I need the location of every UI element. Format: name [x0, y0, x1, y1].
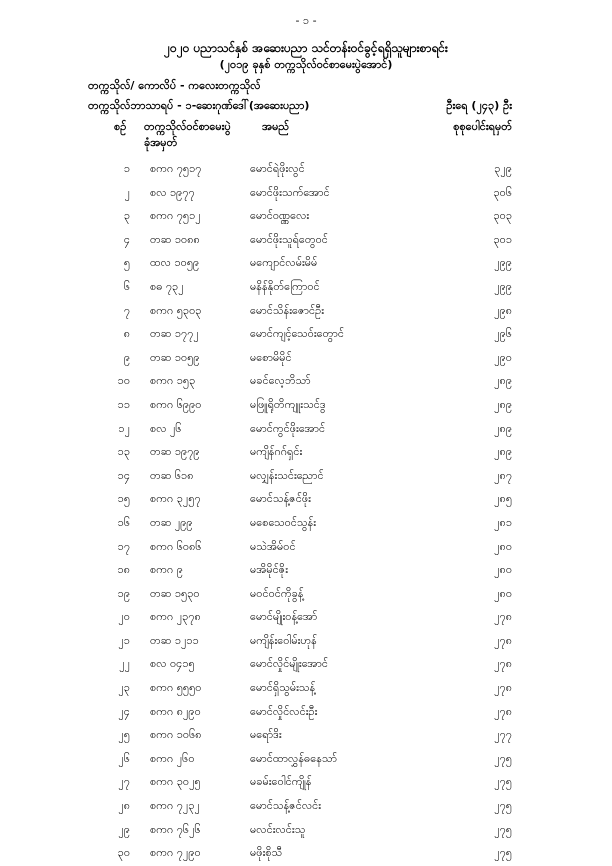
- table-row: [0, 748, 612, 772]
- page-title: ၂၀၂၀ ပညာသင်နှစ် အဆေးပညာ သင်တန်းဝင်ခွင့်ရရှိသူများစာရင်း: [164, 41, 448, 55]
- row-code: စလ ၀၄၁၅: [150, 657, 195, 671]
- row-code: စကဂ ၆၉၉၀: [150, 397, 202, 411]
- row-number: ၁၀: [117, 374, 130, 388]
- row-code: တဆ ၁၀၅၉: [150, 350, 200, 364]
- table-row: [0, 394, 612, 418]
- row-code: စကဂ ၁၀၆၈: [150, 728, 202, 742]
- row-name: မကျိန်းဝေါမ်းဟုန်: [250, 633, 317, 647]
- row-code: စလ ၂၆: [150, 421, 182, 435]
- row-score: ၂၈၉: [494, 397, 512, 411]
- row-number: ၁၆: [117, 515, 130, 529]
- row-score: ၃၀၃: [493, 209, 512, 223]
- row-code: တဆ ၁၀၈၈: [150, 232, 200, 246]
- header-no: စဉ်: [114, 120, 127, 133]
- table-row: [0, 559, 612, 583]
- table-row: [0, 771, 612, 795]
- row-score: ၂၉၈: [494, 303, 512, 317]
- row-name: မလင်းလင်းသူ: [250, 822, 306, 836]
- table-row: [0, 465, 612, 489]
- row-name: မောင်သန့်ဇင်လင်း: [250, 799, 322, 813]
- row-name: မောင်သိန်းဇောင်ဦး: [250, 303, 325, 317]
- row-code: စကဂ ၅၅၅၀: [150, 681, 202, 695]
- row-number: ၃: [123, 209, 130, 223]
- table-row: [0, 370, 612, 394]
- row-name: မခမ်းဝေါင်ကျိုန်: [250, 775, 312, 789]
- row-number: ၂၀: [118, 610, 130, 624]
- page-subtitle: (၂၀၁၉ ခုနှစ် တက္ကသိုလ်ဝင်စာမေးပွဲအောင်): [219, 58, 393, 71]
- row-name: မကျိန်ဂဂ်ရှင်း: [250, 445, 303, 459]
- row-score: ၂၇၈: [494, 681, 512, 695]
- total-count: ဦးရေ (၂၄၃) ဦး: [446, 99, 512, 112]
- table-body: [0, 158, 612, 866]
- row-name: မောင်ကျင့်သေဝ်းတွောင်: [250, 327, 344, 341]
- row-number: ၉: [123, 350, 130, 364]
- row-number: ၁၄: [117, 468, 130, 482]
- row-code: စကဂ ၆၀၈၆: [150, 539, 202, 553]
- university-line: တက္ကသိုလ်/ ကောလိပ် - ကလေးတက္ကသိုလ်: [88, 79, 261, 92]
- header-code-sub: ခုံအမှတ်: [144, 136, 178, 149]
- row-code: စကဂ ၈၂၉၀: [150, 704, 201, 718]
- row-score: ၂၇၈: [494, 610, 512, 624]
- row-name: မစေသေဝင်သွန်း: [250, 515, 317, 529]
- row-number: ၂၅: [118, 728, 130, 742]
- row-score: ၂၇၇: [494, 728, 512, 742]
- table-row: [0, 583, 612, 607]
- row-score: ၂၇၅: [494, 822, 512, 836]
- row-name: မောင်ဖိုးသက်အောင်: [250, 185, 330, 199]
- row-code: စကဂ ၉: [150, 563, 183, 577]
- row-number: ၂၇: [118, 775, 130, 789]
- row-name: မလျှန်းသင်းညောင်: [250, 468, 324, 482]
- row-code: စကဂ ၅၃၀၃: [150, 303, 202, 317]
- table-row: [0, 229, 612, 253]
- row-code: တဆ ၁၅၃၀: [150, 586, 200, 600]
- table-row: [0, 323, 612, 347]
- row-number: ၁၃: [117, 445, 130, 459]
- table-row: [0, 441, 612, 465]
- row-score: ၂၉၉: [494, 279, 512, 293]
- row-number: ၈: [123, 327, 130, 341]
- row-score: ၂၉၀: [494, 350, 512, 364]
- row-name: မသဲအိမ်ဝင်: [250, 539, 296, 553]
- row-name: မောင်ထာလွှန်ဓနေသာ်: [250, 751, 338, 765]
- row-name: မောင်ဖိုးသူရ်တွေဝင်: [250, 232, 328, 246]
- row-number: ၂၄: [118, 704, 130, 718]
- table-row: [0, 677, 612, 701]
- table-row: [0, 701, 612, 725]
- row-score: ၂၇၈: [494, 657, 512, 671]
- row-score: ၂၈၀: [494, 586, 512, 600]
- row-code: တဆ ၆၁၈: [150, 468, 194, 482]
- row-number: ၃၀: [117, 846, 130, 860]
- row-score: ၂၈၅: [494, 492, 512, 506]
- table-row: [0, 653, 612, 677]
- table-header: [0, 120, 612, 152]
- row-number: ၂၂: [119, 657, 130, 671]
- table-row: [0, 182, 612, 206]
- row-name: မောင်ဝဏ္ဏလေး: [250, 209, 310, 223]
- table-row: [0, 347, 612, 371]
- table-row: [0, 252, 612, 276]
- row-number: ၁၉: [117, 586, 130, 600]
- row-name: မအိမိုင်ဇိုး: [250, 563, 289, 577]
- row-number: ၁၂: [118, 421, 130, 435]
- row-number: ၁၅: [117, 492, 130, 506]
- row-score: ၂၇၅: [494, 751, 512, 765]
- row-number: ၂၆: [118, 751, 130, 765]
- page-number: - ၁ -: [295, 14, 317, 27]
- table-row: [0, 418, 612, 442]
- row-code: စကဂ ၇၂၉၀: [150, 846, 201, 860]
- table-row: [0, 488, 612, 512]
- row-name: မောင်ကွင်ဖိုးအောင်: [250, 421, 326, 435]
- header-name: အမည်: [262, 120, 290, 133]
- row-score: ၂၇၈: [494, 704, 512, 718]
- row-name: မောင်လှိုင်လင်းဦး: [250, 704, 318, 718]
- table-row: [0, 158, 612, 182]
- table-row: [0, 606, 612, 630]
- row-name: မောင်ရဲဖိုးလွင်: [250, 162, 305, 175]
- row-code: ထလ ၁၀၅၉: [150, 256, 200, 270]
- row-score: ၃၂၉: [494, 162, 512, 175]
- row-number: ၁၈: [117, 563, 130, 577]
- row-score: ၂၈၀: [494, 539, 512, 553]
- row-score: ၂၇၅: [494, 846, 512, 860]
- row-number: ၄: [123, 232, 130, 246]
- row-code: စကဂ ၇၅၁၇: [150, 162, 202, 175]
- row-code: စကဂ ၂၆၀: [150, 751, 195, 765]
- row-code: တဆ ၁၂၁၁: [150, 633, 199, 647]
- row-name: မဖိုးစိုသီ: [250, 846, 283, 860]
- row-name: မရော်ဒိး: [250, 728, 282, 742]
- table-row: [0, 819, 612, 843]
- row-code: စဓ ၇၃၂: [150, 279, 184, 293]
- row-code: စလ ၁၉၇၇: [150, 185, 195, 199]
- row-name: မခင်လေ့ဘိသာ်: [250, 374, 311, 388]
- row-score: ၂၉၆: [494, 327, 512, 341]
- table-row: [0, 842, 612, 866]
- table-row: [0, 276, 612, 300]
- row-code: စကဂ ၁၅၃: [150, 374, 196, 388]
- row-code: စကဂ ၇၆၂၆: [150, 822, 201, 836]
- row-number: ၆: [123, 279, 130, 293]
- row-name: မဖြူရိုတိကျူးသင်ဒွ: [250, 397, 326, 411]
- course-line: တက္ကသိုလ်ဘာသာရပ် - ၁-ဆေးဂုဏ်ဒေါ်(အဆေးပညာ): [88, 99, 310, 112]
- row-number: ၁: [123, 162, 130, 175]
- row-number: ၂: [124, 185, 130, 199]
- row-code: စကဂ ၃၀၂၅: [150, 775, 201, 789]
- row-name: မောင်မျိုးဝန့်အော်: [250, 610, 318, 624]
- table-row: [0, 205, 612, 229]
- row-number: ၁၁: [117, 397, 130, 411]
- row-code: တဆ ၂၉၉: [150, 515, 193, 529]
- row-name: မစောမိမိုင်: [250, 350, 292, 364]
- row-code: စကဂ ၇၅၁၂: [150, 209, 201, 223]
- row-score: ၂၈၀: [494, 563, 512, 577]
- header-score: စုစုပေါင်းရမှတ်: [453, 120, 512, 133]
- row-score: ၂၈၉: [494, 374, 512, 388]
- row-score: ၂၉၉: [494, 256, 512, 270]
- row-name: မောင်လှိုင်မျိုးအောင်: [250, 657, 328, 671]
- row-score: ၃၀၁: [493, 232, 512, 246]
- row-code: တဆ ၁၉၇၉: [150, 445, 200, 459]
- table-row: [0, 536, 612, 560]
- row-number: ၂၈: [118, 799, 130, 813]
- row-score: ၂၇၈: [494, 633, 512, 647]
- row-code: စကဂ ၃၂၅၇: [150, 492, 201, 506]
- row-name: မကျောင်လမ်းမိမ်: [250, 256, 318, 270]
- row-score: ၂၈၉: [494, 421, 512, 435]
- table-row: [0, 724, 612, 748]
- row-name: မောင်သန့်ဇင်ဖိုး: [250, 492, 311, 506]
- row-number: ၂၁: [118, 633, 130, 647]
- table-row: [0, 795, 612, 819]
- header-code: တက္ကသိုလ်ဝင်စာမေးပွဲ: [144, 120, 231, 133]
- row-score: ၂၈၁: [494, 515, 512, 529]
- row-number: ၂၉: [118, 822, 130, 836]
- row-code: တဆ ၁၇၇၂: [150, 327, 199, 341]
- row-code: စကဂ ၂၃၇၈: [150, 610, 201, 624]
- table-row: [0, 300, 612, 324]
- row-score: ၂၇၅: [494, 775, 512, 789]
- row-score: ၂၈၉: [494, 445, 512, 459]
- table-row: [0, 512, 612, 536]
- row-number: ၁၇: [117, 539, 130, 553]
- row-score: ၃၀၆: [493, 185, 512, 199]
- row-name: မနိန်နိုတ်ကြောဝင်: [250, 279, 320, 293]
- row-code: စကဂ ၇၂၃၂: [150, 799, 200, 813]
- row-score: ၂၈၇: [494, 468, 512, 482]
- table-row: [0, 630, 612, 654]
- row-number: ၂၃: [118, 681, 130, 695]
- row-name: မောင်ရှိသွမ်းသန့်: [250, 681, 316, 695]
- row-name: မဝင်ဝင်ကိုခွန့်: [250, 586, 304, 600]
- row-number: ၇: [123, 303, 130, 317]
- row-number: ၅: [123, 256, 130, 270]
- row-score: ၂၇၅: [494, 799, 512, 813]
